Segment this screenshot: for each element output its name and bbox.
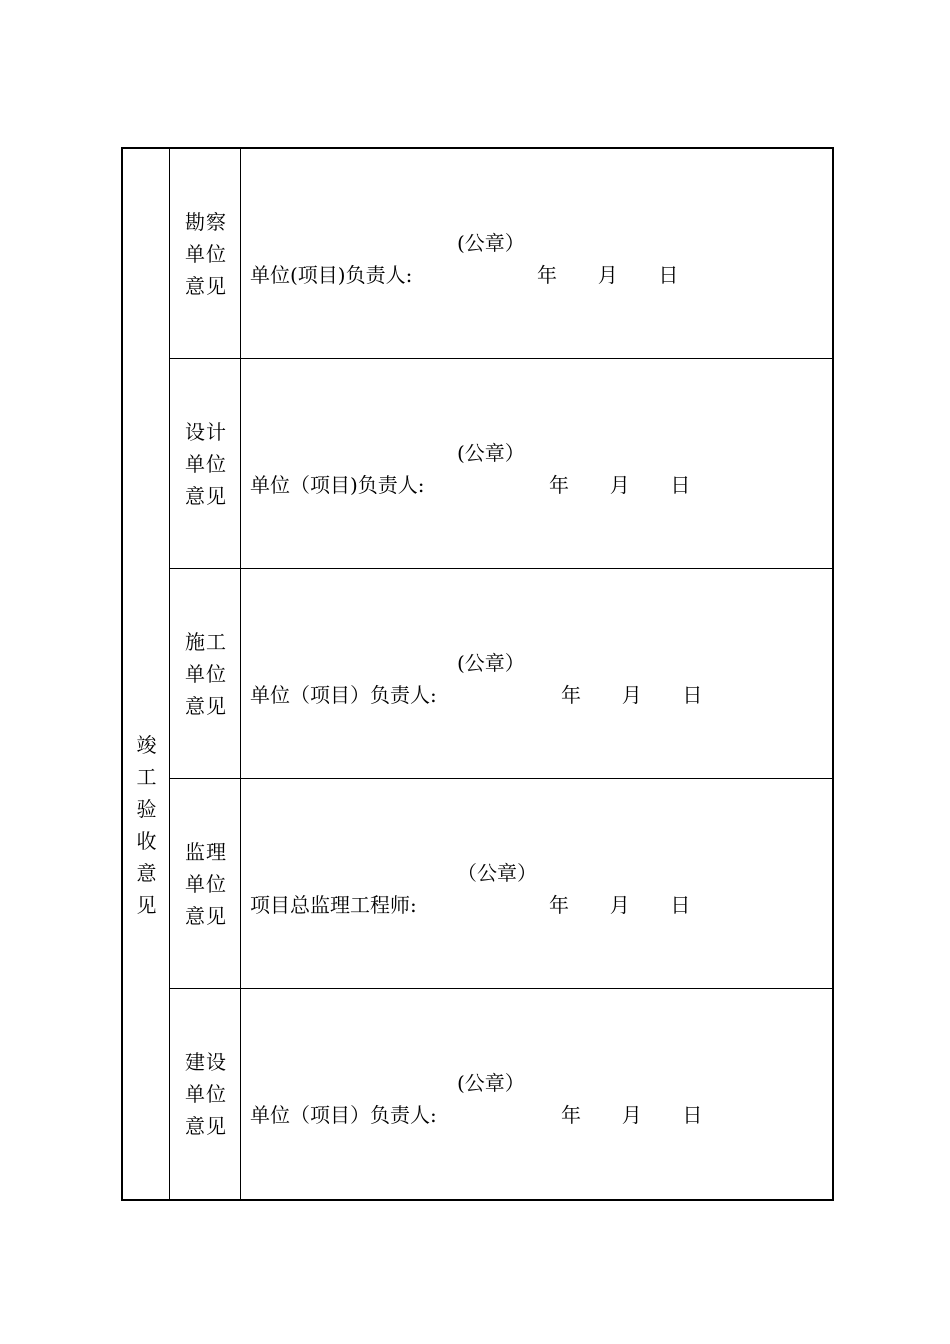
label-line: 单位 [185, 452, 227, 476]
seal-placeholder: (公章） [457, 441, 525, 465]
seal-placeholder: （公章） [457, 861, 537, 885]
date-field[interactable]: 年 月 日 [561, 683, 703, 707]
owner-unit-label [185, 1046, 227, 1142]
signer-field[interactable]: 单位(项目)负责人: [250, 263, 413, 287]
label-line: 设计 [185, 420, 227, 444]
label-line: 意见 [185, 484, 227, 508]
survey-unit-label-cell [170, 149, 241, 358]
signer-field[interactable]: 项目总监理工程师: [250, 893, 417, 917]
main-label-char: 意 [136, 861, 157, 885]
signer-field[interactable]: 单位（项目)负责人: [250, 473, 425, 497]
design-unit-label-cell [170, 359, 241, 568]
survey-unit-label [185, 206, 227, 302]
label-line: 单位 [185, 1082, 227, 1106]
label-line: 施工 [185, 630, 227, 654]
seal-placeholder: (公章） [457, 231, 525, 255]
label-line: 监理 [185, 840, 227, 864]
construction-unit-section [170, 569, 832, 779]
design-unit-section [170, 359, 832, 569]
supervision-unit-label [185, 836, 227, 932]
label-line: 意见 [185, 694, 227, 718]
supervision-unit-section [170, 779, 832, 989]
construction-unit-label-cell [170, 569, 241, 778]
label-line: 意见 [185, 274, 227, 298]
survey-unit-section [170, 149, 832, 359]
date-field[interactable]: 年 月 日 [561, 1103, 703, 1127]
main-label-char: 验 [136, 797, 157, 821]
owner-unit-label-cell [170, 989, 241, 1199]
main-label-char: 竣 [136, 733, 157, 757]
label-line: 建设 [185, 1050, 227, 1074]
label-line: 单位 [185, 242, 227, 266]
design-unit-label [185, 416, 227, 512]
label-line: 意见 [185, 904, 227, 928]
main-label-char: 收 [136, 829, 157, 853]
seal-placeholder: (公章） [457, 1071, 525, 1095]
date-field[interactable]: 年 月 日 [549, 893, 691, 917]
acceptance-opinion-form [121, 147, 834, 1201]
main-label-char: 见 [136, 893, 157, 917]
supervision-unit-label-cell [170, 779, 241, 988]
signer-field[interactable]: 单位（项目）负责人: [250, 683, 437, 707]
main-label-char: 工 [136, 765, 157, 789]
label-line: 意见 [185, 1114, 227, 1138]
label-line: 单位 [185, 872, 227, 896]
construction-unit-label [185, 626, 227, 722]
completion-acceptance-label-cell [123, 149, 170, 1201]
date-field[interactable]: 年 月 日 [537, 263, 679, 287]
owner-unit-section [170, 989, 832, 1199]
signer-field[interactable]: 单位（项目）负责人: [250, 1103, 437, 1127]
label-line: 单位 [185, 662, 227, 686]
date-field[interactable]: 年 月 日 [549, 473, 691, 497]
completion-acceptance-label [123, 729, 170, 929]
label-line: 勘察 [185, 210, 227, 234]
seal-placeholder: (公章） [457, 651, 525, 675]
